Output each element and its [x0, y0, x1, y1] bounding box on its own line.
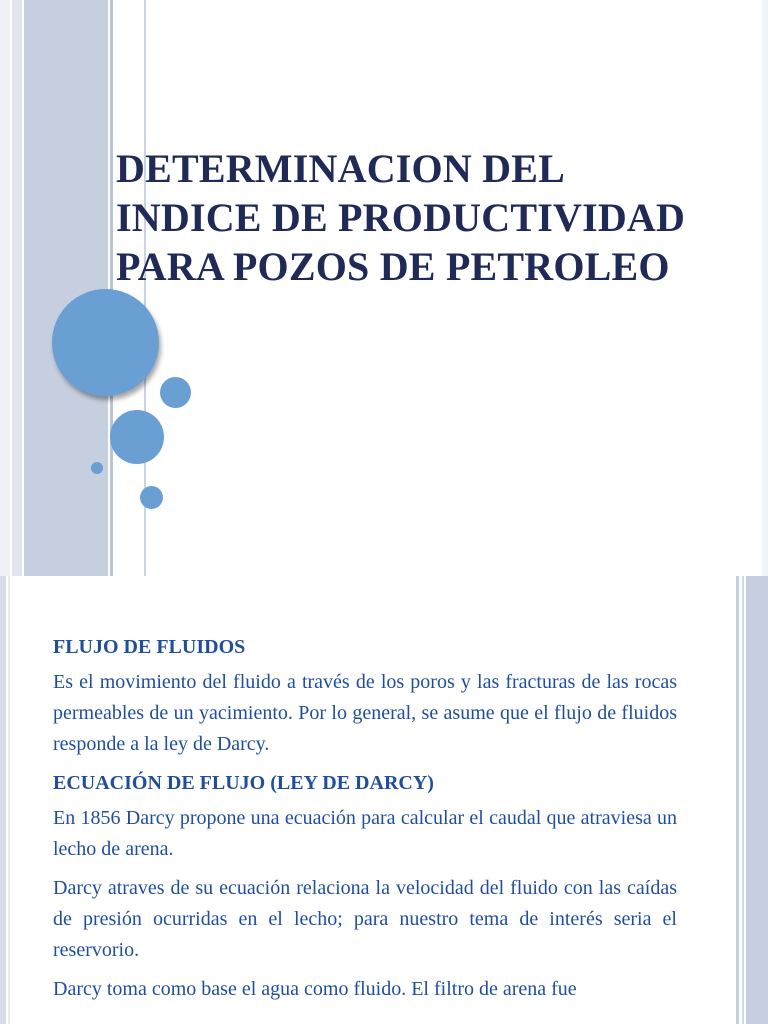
title-line-1: DETERMINACION DEL [116, 146, 566, 191]
left-edge-band [0, 576, 6, 1024]
paragraph-darcy-equation: Darcy atraves de su ecuación relaciona la velocidad del fluido con las caídas de presión ocurridas en el lecho; para nuestro tema de interés seria el reservorio. [53, 877, 677, 961]
tiny-circle-decoration [91, 462, 103, 474]
title-line-2: INDICE DE PRODUCTIVIDAD [116, 195, 686, 240]
right-band [762, 0, 768, 576]
title-line-3: PARA POZOS DE PETROLEO [116, 244, 670, 289]
paragraph-darcy-1856: En 1856 Darcy propone una ecuación para calcular el caudal que atraviesa un lecho de arena. [53, 807, 677, 860]
slide-title [116, 144, 756, 291]
heading-ley-de-darcy: ECUACIÓN DE FLUJO (LEY DE DARCY) [53, 772, 434, 794]
content-slide [0, 576, 768, 1024]
right-edge-band [746, 576, 768, 1024]
left-band-line [110, 0, 113, 576]
right-edge-line-1 [736, 576, 739, 1024]
medium-circle-decoration [110, 410, 164, 464]
right-edge-line-2 [742, 576, 744, 1024]
left-edge-line [8, 576, 10, 1024]
paragraph-definition: Es el movimiento del fluido a través de los poros y las fracturas de las rocas permeables de un yacimiento. Por lo general, se asume que el flujo de fluidos responde a la ley de Darcy. [53, 671, 677, 755]
small-circle-decoration-2 [140, 486, 163, 509]
large-circle-decoration [52, 289, 159, 396]
left-band-light [0, 0, 10, 576]
left-band-medium [12, 0, 22, 576]
heading-flujo-de-fluidos: FLUJO DE FLUIDOS [53, 636, 246, 658]
small-circle-decoration [160, 377, 191, 408]
slide-body [53, 632, 677, 1013]
left-band-dark [24, 0, 108, 576]
paragraph-darcy-water: Darcy toma como base el agua como fluido. El filtro de arena fue [53, 978, 577, 1000]
